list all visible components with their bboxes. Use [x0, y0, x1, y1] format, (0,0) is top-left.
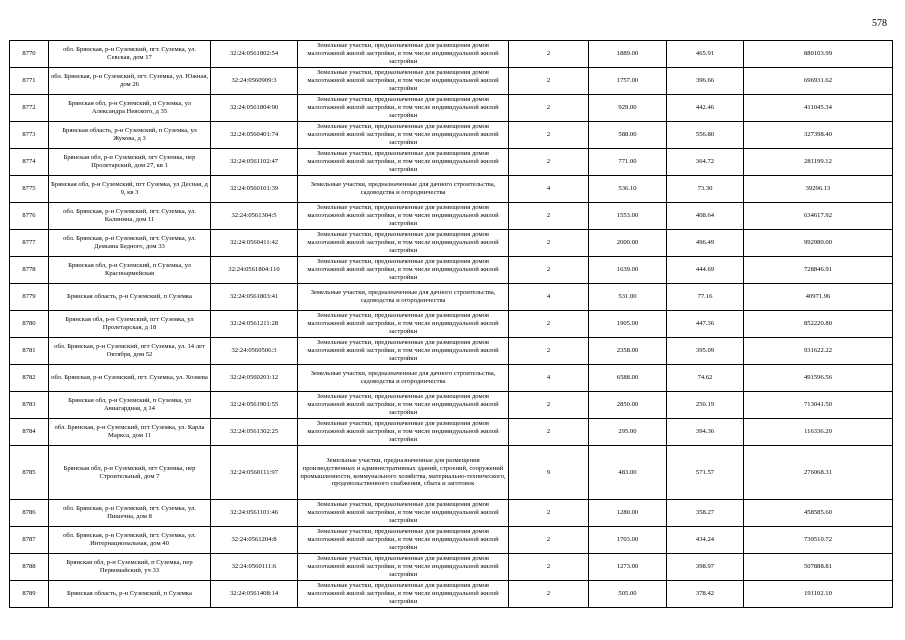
permitted-use-cell: Земельные участки, предназначенные для размещения домов малоэтажной жилой застройки, в том числе индивидуальной жилой застройки: [298, 419, 509, 446]
permitted-use-cell: Земельные участки, предназначенные для дачного строительства, садоводства и огородничества: [298, 176, 509, 203]
table-row: [10, 95, 893, 122]
table-row: [10, 527, 893, 554]
category-cell: 2: [509, 122, 589, 149]
area-cell: 505.00: [589, 581, 667, 608]
specific-value-cell: 398.97: [667, 554, 744, 581]
category-cell: 9: [509, 446, 589, 500]
table-row: [10, 338, 893, 365]
cadastral-value-cell: 507888.81: [744, 554, 893, 581]
cadastral-value-cell: 491596.56: [744, 365, 893, 392]
permitted-use-cell: Земельные участки, предназначенные для размещения домов малоэтажной жилой застройки, в том числе индивидуальной жилой застройки: [298, 392, 509, 419]
table-row: [10, 581, 893, 608]
permitted-use-cell: Земельные участки, предназначенные для размещения домов малоэтажной жилой застройки, в том числе индивидуальной жилой застройки: [298, 41, 509, 68]
address-cell: Брянская область, р-н Суземский, п Суземка: [49, 581, 211, 608]
address-cell: Брянская обл, р-н Суземский, пгт Суземка, ул Пролетарская, д 18: [49, 311, 211, 338]
row-number-cell: 8777: [10, 230, 49, 257]
area-cell: 1889.00: [589, 41, 667, 68]
row-number-cell: 8778: [10, 257, 49, 284]
address-cell: Брянская область, р-н Суземский, п Суземка, ул Жукова, д 3: [49, 122, 211, 149]
cadastral-value-cell: 281199.12: [744, 149, 893, 176]
specific-value-cell: 496.49: [667, 230, 744, 257]
table-row: [10, 419, 893, 446]
category-cell: 2: [509, 392, 589, 419]
table-row: [10, 284, 893, 311]
category-cell: 2: [509, 311, 589, 338]
category-cell: 2: [509, 230, 589, 257]
row-number-cell: 8787: [10, 527, 49, 554]
row-number-cell: 8783: [10, 392, 49, 419]
permitted-use-cell: Земельные участки, предназначенные для размещения домов малоэтажной жилой застройки, в том числе индивидуальной жилой застройки: [298, 230, 509, 257]
table-row: [10, 230, 893, 257]
category-cell: 2: [509, 95, 589, 122]
table-row: [10, 68, 893, 95]
cadastral-number-cell: 32:24:0561101:46: [211, 500, 298, 527]
row-number-cell: 8788: [10, 554, 49, 581]
specific-value-cell: 73.30: [667, 176, 744, 203]
address-cell: Брянская обл, р-н Суземский, п Суземка, ул Александра Невского, д 35: [49, 95, 211, 122]
cadastral-number-cell: 32:24:0560909:3: [211, 68, 298, 95]
cadastral-value-cell: 327398.40: [744, 122, 893, 149]
address-cell: обл. Брянская, р-н Суземский, пгт. Суземка, ул. Пишечна, дом 8: [49, 500, 211, 527]
cadastral-number-cell: 32:24:0560506:3: [211, 338, 298, 365]
permitted-use-cell: Земельные участки, предназначенные для размещения домов малоэтажной жилой застройки, в том числе индивидуальной жилой застройки: [298, 203, 509, 230]
specific-value-cell: 378.42: [667, 581, 744, 608]
table-row: [10, 392, 893, 419]
area-cell: 1639.00: [589, 257, 667, 284]
category-cell: 2: [509, 68, 589, 95]
category-cell: 2: [509, 41, 589, 68]
cadastral-number-cell: 32:24:0561804:110: [211, 257, 298, 284]
cadastral-number-cell: 32:24:0561102:47: [211, 149, 298, 176]
address-cell: обл. Брянская, р-н Суземский, пгт. Суземка, ул. Интернациональная, дом 40: [49, 527, 211, 554]
address-cell: Брянская обл, р-н Суземский, пгт Суземка, пер Пролетарский, дом 27, кв 1: [49, 149, 211, 176]
permitted-use-cell: Земельные участки, предназначенные для размещения домов малоэтажной жилой застройки, в том числе индивидуальной жилой застройки: [298, 527, 509, 554]
area-cell: 295.00: [589, 419, 667, 446]
category-cell: 4: [509, 176, 589, 203]
cadastral-number-cell: 32:24:0561802:54: [211, 41, 298, 68]
table-row: [10, 176, 893, 203]
address-cell: обл. Брянская, р-н Суземский, пгт. Суземка, ул. Калинина, дом 11: [49, 203, 211, 230]
address-cell: Брянская обл, р-н Суземский, пгт Суземка, пер Строительный, дом 7: [49, 446, 211, 500]
category-cell: 4: [509, 284, 589, 311]
specific-value-cell: 408.64: [667, 203, 744, 230]
cadastral-number-cell: 32:24:0560411:42: [211, 230, 298, 257]
cadastral-value-cell: 696931.62: [744, 68, 893, 95]
row-number-cell: 8782: [10, 365, 49, 392]
area-cell: 1280.00: [589, 500, 667, 527]
category-cell: 2: [509, 500, 589, 527]
permitted-use-cell: Земельные участки, предназначенные для размещения домов малоэтажной жилой застройки, в том числе индивидуальной жилой застройки: [298, 257, 509, 284]
category-cell: 2: [509, 149, 589, 176]
cadastral-value-cell: 739510.72: [744, 527, 893, 554]
cadastral-number-cell: 32:24:0561302:25: [211, 419, 298, 446]
specific-value-cell: 394.36: [667, 419, 744, 446]
category-cell: 2: [509, 257, 589, 284]
cadastral-value-cell: 276068.31: [744, 446, 893, 500]
permitted-use-cell: Земельные участки, предназначенные для дачного строительства, садоводства и огородничества: [298, 365, 509, 392]
cadastral-value-cell: 40971.96: [744, 284, 893, 311]
permitted-use-cell: Земельные участки, предназначенные для размещения домов малоэтажной жилой застройки, в том числе индивидуальной жилой застройки: [298, 581, 509, 608]
area-cell: 531.00: [589, 284, 667, 311]
area-cell: 1703.00: [589, 527, 667, 554]
area-cell: 588.00: [589, 122, 667, 149]
specific-value-cell: 442.46: [667, 95, 744, 122]
area-cell: 483.00: [589, 446, 667, 500]
cadastral-number-cell: 32:24:0560111:97: [211, 446, 298, 500]
row-number-cell: 8785: [10, 446, 49, 500]
cadastral-value-cell: 852220.80: [744, 311, 893, 338]
table-row: [10, 122, 893, 149]
area-cell: 1553.00: [589, 203, 667, 230]
table-row: [10, 554, 893, 581]
cadastral-value-cell: 880103.99: [744, 41, 893, 68]
address-cell: Брянская обл, р-н Суземский, пгт Суземка, ул Десная, д 9, кв 3: [49, 176, 211, 203]
cadastral-number-cell: 32:24:0561901:55: [211, 392, 298, 419]
address-cell: обл. Брянская, р-н Суземский, пгт. Суземка, ул. Демьяна Бедного, дом 33: [49, 230, 211, 257]
permitted-use-cell: Земельные участки, предназначенные для размещения производственных и административных зданий, строений, сооружений промышленности, коммунального хозяйства, материально-технического, продовольственного снабжения, сбыта и заготовок: [298, 446, 509, 500]
table-body: [10, 41, 893, 608]
cadastral-number-cell: 32:24:0560401:74: [211, 122, 298, 149]
cadastral-value-cell: 191102.10: [744, 581, 893, 608]
area-cell: 6588.00: [589, 365, 667, 392]
page-number: 578: [872, 18, 887, 29]
specific-value-cell: 444.69: [667, 257, 744, 284]
cadastral-number-cell: 32:24:0561408:14: [211, 581, 298, 608]
specific-value-cell: 74.62: [667, 365, 744, 392]
specific-value-cell: 447.36: [667, 311, 744, 338]
address-cell: Брянская обл, р-н Суземский, п Суземка, пер Первомайский, уч 33: [49, 554, 211, 581]
address-cell: обл. Брянская, р-н Суземский, пгт. Суземка, ул. Севская, дом 17: [49, 41, 211, 68]
specific-value-cell: 571.57: [667, 446, 744, 500]
row-number-cell: 8772: [10, 95, 49, 122]
address-cell: Брянская обл, р-н Суземский, п Суземка, ул Авиагардная, д 14: [49, 392, 211, 419]
cadastral-value-cell: 713041.50: [744, 392, 893, 419]
specific-value-cell: 250.19: [667, 392, 744, 419]
area-cell: 1905.00: [589, 311, 667, 338]
row-number-cell: 8786: [10, 500, 49, 527]
row-number-cell: 8780: [10, 311, 49, 338]
specific-value-cell: 556.80: [667, 122, 744, 149]
permitted-use-cell: Земельные участки, предназначенные для размещения домов малоэтажной жилой застройки, в том числе индивидуальной жилой застройки: [298, 122, 509, 149]
area-cell: 771.00: [589, 149, 667, 176]
area-cell: 1273.00: [589, 554, 667, 581]
permitted-use-cell: Земельные участки, предназначенные для размещения домов малоэтажной жилой застройки, в том числе индивидуальной жилой застройки: [298, 338, 509, 365]
specific-value-cell: 465.91: [667, 41, 744, 68]
permitted-use-cell: Земельные участки, предназначенные для дачного строительства, садоводства и огородничества: [298, 284, 509, 311]
address-cell: обл. Брянская, р-н Суземский, пгт Суземка, ул. 14 лет Октября, дом 52: [49, 338, 211, 365]
address-cell: обл. Брянская, р-н Суземский, пгт. Суземка, ул. Хозяева: [49, 365, 211, 392]
specific-value-cell: 364.72: [667, 149, 744, 176]
permitted-use-cell: Земельные участки, предназначенные для размещения домов малоэтажной жилой застройки, в том числе индивидуальной жилой застройки: [298, 554, 509, 581]
cadastral-number-cell: 32:24:0560111:6: [211, 554, 298, 581]
table-row: [10, 41, 893, 68]
row-number-cell: 8771: [10, 68, 49, 95]
area-cell: 2000.00: [589, 230, 667, 257]
table-row: [10, 257, 893, 284]
category-cell: 2: [509, 419, 589, 446]
cadastral-value-cell: 458585.60: [744, 500, 893, 527]
permitted-use-cell: Земельные участки, предназначенные для размещения домов малоэтажной жилой застройки, в том числе индивидуальной жилой застройки: [298, 68, 509, 95]
row-number-cell: 8774: [10, 149, 49, 176]
specific-value-cell: 77.16: [667, 284, 744, 311]
area-cell: 536.10: [589, 176, 667, 203]
area-cell: 1757.00: [589, 68, 667, 95]
row-number-cell: 8770: [10, 41, 49, 68]
cadastral-number-cell: 32:24:0561211:28: [211, 311, 298, 338]
row-number-cell: 8776: [10, 203, 49, 230]
row-number-cell: 8781: [10, 338, 49, 365]
cadastral-number-cell: 32:24:0560201:12: [211, 365, 298, 392]
permitted-use-cell: Земельные участки, предназначенные для размещения домов малоэтажной жилой застройки, в том числе индивидуальной жилой застройки: [298, 149, 509, 176]
category-cell: 4: [509, 365, 589, 392]
cadastral-number-cell: 32:24:0561803:41: [211, 284, 298, 311]
cadastral-number-cell: 32:24:0561304:5: [211, 203, 298, 230]
category-cell: 2: [509, 581, 589, 608]
cadastral-value-cell: 116336.20: [744, 419, 893, 446]
table-row: [10, 500, 893, 527]
row-number-cell: 8775: [10, 176, 49, 203]
category-cell: 2: [509, 554, 589, 581]
row-number-cell: 8784: [10, 419, 49, 446]
category-cell: 2: [509, 527, 589, 554]
category-cell: 2: [509, 203, 589, 230]
cadastral-value-cell: 728846.91: [744, 257, 893, 284]
cadastral-number-cell: 32:24:0561204:8: [211, 527, 298, 554]
table-row: [10, 203, 893, 230]
area-cell: 929.00: [589, 95, 667, 122]
address-cell: Брянская область, р-н Суземский, п Суземка: [49, 284, 211, 311]
address-cell: обл. Брянская, р-н Суземский, пгт Суземка, ул. Карла Маркса, дом 11: [49, 419, 211, 446]
table-row: [10, 149, 893, 176]
address-cell: Брянская обл, р-н Суземский, п Суземка, ул Красноармейская: [49, 257, 211, 284]
specific-value-cell: 395.09: [667, 338, 744, 365]
cadastral-number-cell: 32:24:0561804:90: [211, 95, 298, 122]
row-number-cell: 8779: [10, 284, 49, 311]
area-cell: 2850.00: [589, 392, 667, 419]
cadastral-number-cell: 32:24:0560101:39: [211, 176, 298, 203]
table-row: [10, 365, 893, 392]
cadastral-value-cell: 931622.22: [744, 338, 893, 365]
category-cell: 2: [509, 338, 589, 365]
table-row: [10, 446, 893, 500]
cadastral-value-cell: 634617.92: [744, 203, 893, 230]
area-cell: 2358.00: [589, 338, 667, 365]
specific-value-cell: 358.27: [667, 500, 744, 527]
row-number-cell: 8773: [10, 122, 49, 149]
cadastral-value-cell: 992980.00: [744, 230, 893, 257]
cadastral-value-cell: 411045.34: [744, 95, 893, 122]
row-number-cell: 8789: [10, 581, 49, 608]
specific-value-cell: 434.24: [667, 527, 744, 554]
permitted-use-cell: Земельные участки, предназначенные для размещения домов малоэтажной жилой застройки, в том числе индивидуальной жилой застройки: [298, 95, 509, 122]
table-row: [10, 311, 893, 338]
cadastral-value-cell: 39296.13: [744, 176, 893, 203]
specific-value-cell: 396.66: [667, 68, 744, 95]
permitted-use-cell: Земельные участки, предназначенные для размещения домов малоэтажной жилой застройки, в том числе индивидуальной жилой застройки: [298, 311, 509, 338]
address-cell: обл. Брянская, р-н Суземский, пгт. Суземка, ул. Южная, дом 26: [49, 68, 211, 95]
permitted-use-cell: Земельные участки, предназначенные для размещения домов малоэтажной жилой застройки, в том числе индивидуальной жилой застройки: [298, 500, 509, 527]
land-registry-table: [9, 40, 893, 608]
